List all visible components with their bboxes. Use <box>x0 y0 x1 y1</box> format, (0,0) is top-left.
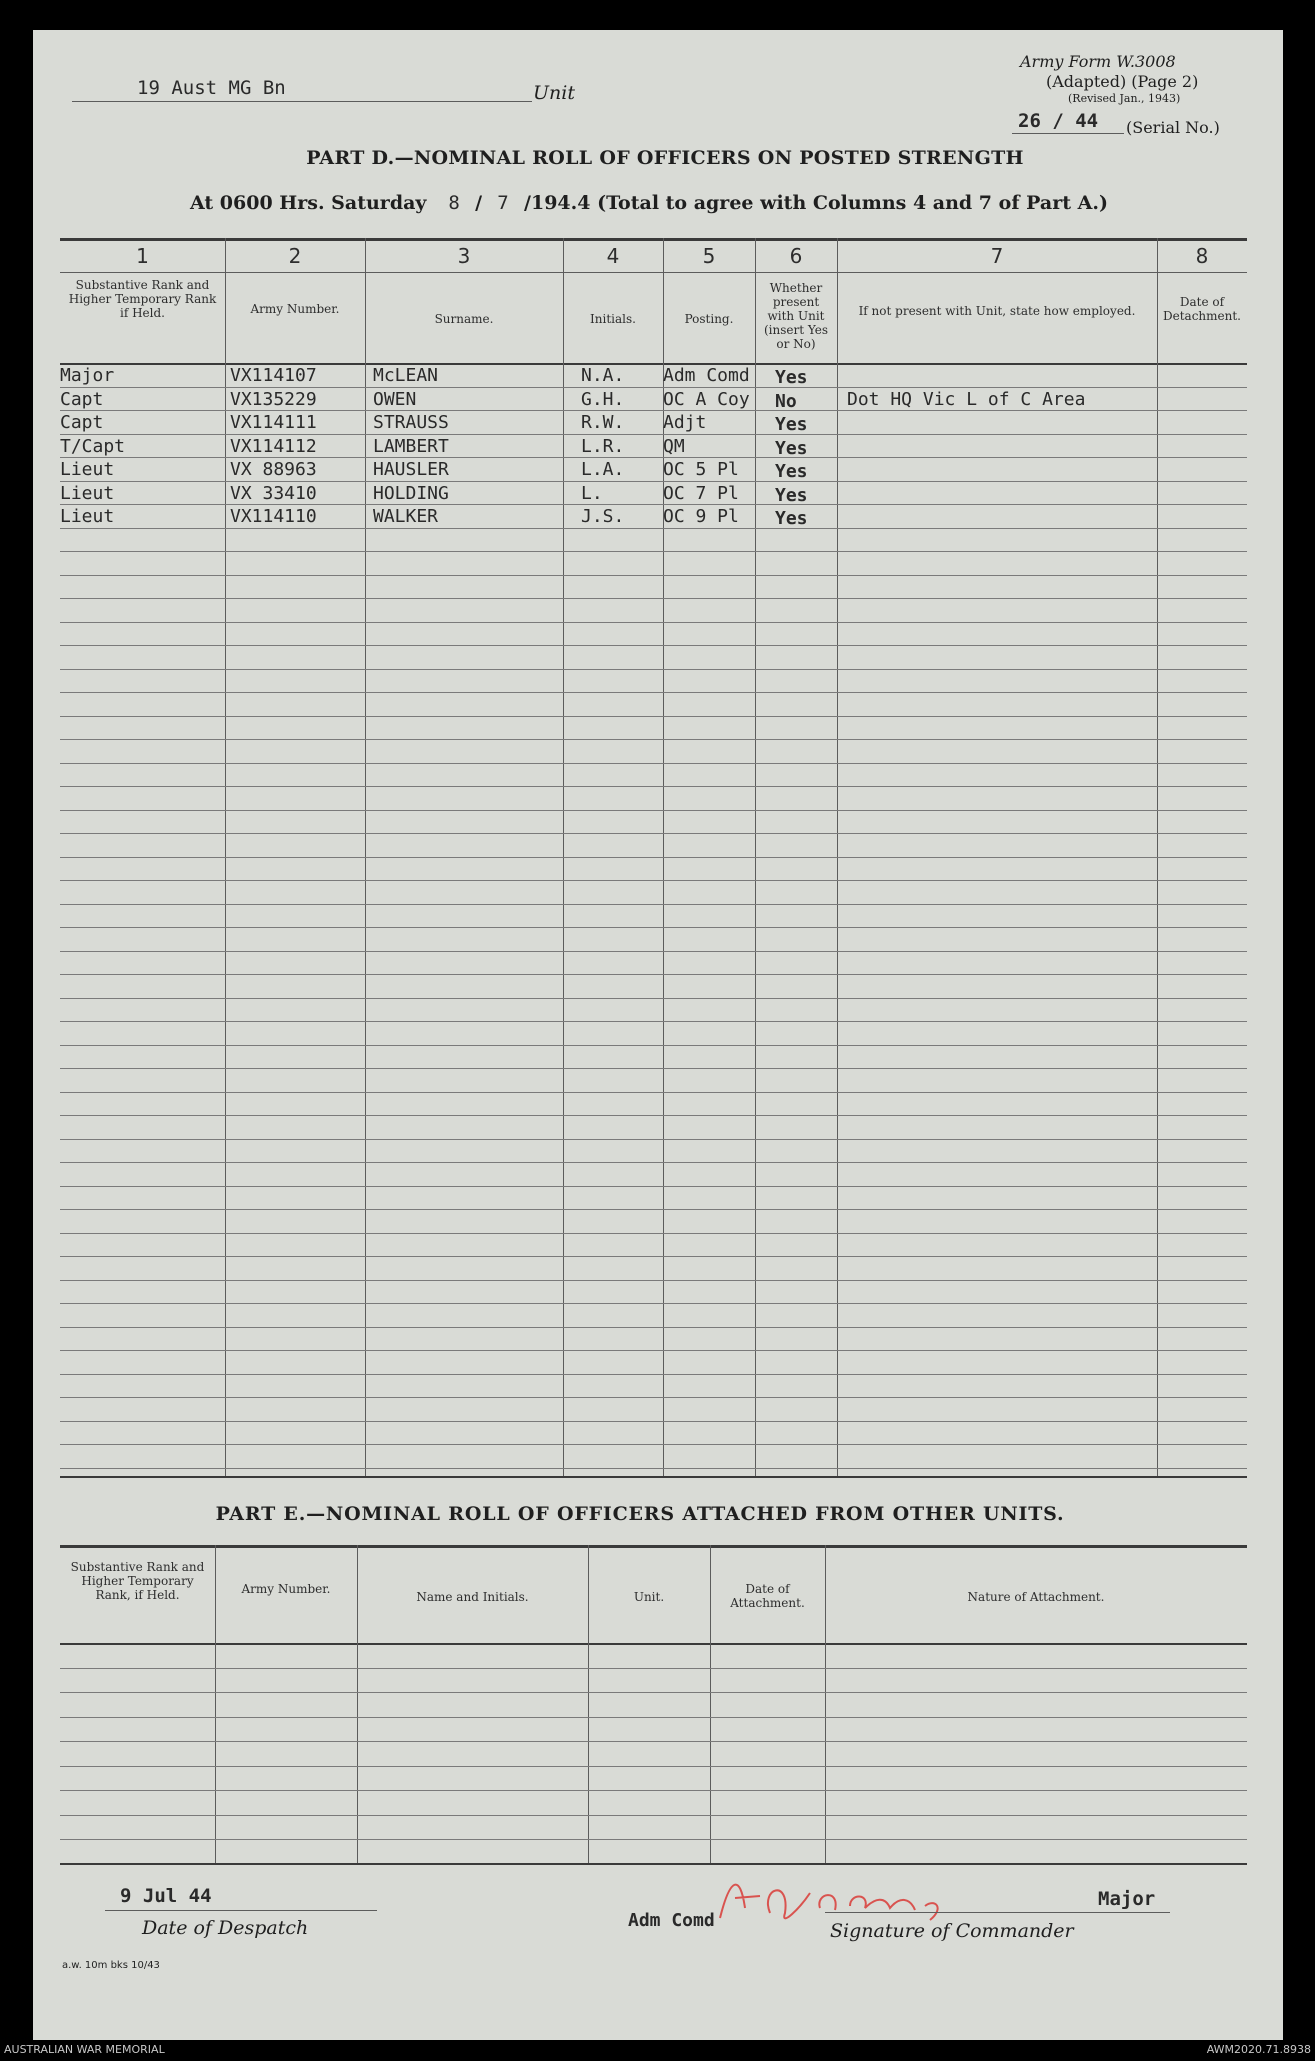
date-month: 7 <box>497 192 509 214</box>
table-cell-present: No <box>775 390 797 412</box>
part-d-row-rule <box>60 551 1247 552</box>
part-d-row-rule <box>60 1162 1247 1163</box>
unit-label: Unit <box>533 82 575 104</box>
part-d-row-rule <box>60 645 1247 646</box>
part-d-row-rule <box>60 1444 1247 1445</box>
date-suffix: (Total to agree with Columns 4 and 7 of Part A.) <box>597 192 1108 214</box>
appointment-stamp: Adm Comd <box>628 1910 715 1931</box>
despatch-label: Date of Despatch <box>142 1917 309 1939</box>
column-number-5: 5 <box>702 244 716 268</box>
part-d-row-rule <box>60 763 1247 764</box>
table-cell-present: Yes <box>775 484 808 506</box>
table-cell-number: VX114111 <box>230 412 317 433</box>
part-d-row-rule <box>60 669 1247 670</box>
part-d-row-rule <box>60 1256 1247 1257</box>
part-e-column-header-4: Unit. <box>633 1590 665 1604</box>
column-header-1: Substantive Rank and Higher Temporary Rank if Held. <box>68 278 217 320</box>
table-cell-number: VX114112 <box>230 435 317 457</box>
column-header-2: Army Number. <box>250 302 340 316</box>
table-cell-rank: T/Capt <box>60 435 126 457</box>
column-number-6: 6 <box>789 244 803 268</box>
column-number-8: 8 <box>1195 244 1209 268</box>
form-page <box>33 30 1283 2040</box>
table-cell-posting: Adm Comd <box>663 365 750 386</box>
column-number-4: 4 <box>606 244 620 268</box>
part-e-top-rule <box>60 1545 1247 1548</box>
commander-rank: Major <box>1098 1888 1156 1910</box>
table-cell-employed: Dot HQ Vic L of C Area <box>847 388 1086 410</box>
part-d-row-rule <box>60 1468 1247 1469</box>
part-d-row-rule <box>60 1092 1247 1093</box>
part-e-column-header-2: Army Number. <box>241 1582 331 1596</box>
part-e-column-header-1: Substantive Rank and Higher Temporary Rank, if Held. <box>70 1560 205 1602</box>
part-d-row-rule <box>60 1045 1247 1046</box>
part-d-row-rule <box>60 1421 1247 1422</box>
table-cell-surname: HOLDING <box>373 482 449 504</box>
part-d-row-rule <box>60 575 1247 576</box>
part-e-row-rule <box>60 1839 1247 1840</box>
table-cell-initials: J.S. <box>581 506 625 527</box>
part-d-date-line: At 0600 Hrs. Saturday 8 / 7 /194.4 (Total to agree with Columns 4 and 7 of Part A.) <box>190 192 1108 214</box>
table-cell-initials: L. <box>581 482 603 504</box>
part-d-row-rule <box>60 692 1247 693</box>
date-year: 194.4 <box>530 192 591 214</box>
part-d-row-rule <box>60 598 1247 599</box>
part-d-title: PART D.—NOMINAL ROLL OF OFFICERS ON POSTED STRENGTH <box>306 147 1024 169</box>
table-cell-surname: WALKER <box>373 506 439 527</box>
column-header-5: Posting. <box>684 312 734 326</box>
table-cell-present: Yes <box>775 461 808 482</box>
army-form-label: Army Form W.3008 <box>1020 52 1176 71</box>
adapted-label: (Adapted) (Page 2) <box>1046 72 1199 91</box>
table-cell-posting: OC 5 Pl <box>663 459 739 480</box>
part-d-row-rule <box>60 857 1247 858</box>
table-cell-posting: QM <box>663 435 685 457</box>
part-d-row-rule <box>60 1186 1247 1187</box>
table-cell-surname: HAUSLER <box>373 459 449 480</box>
part-d-row-rule <box>60 739 1247 740</box>
date-day: 8 <box>448 192 460 214</box>
part-d-row-rule <box>60 1374 1247 1375</box>
table-cell-present: Yes <box>775 508 808 529</box>
part-d-row-rule <box>60 1139 1247 1140</box>
part-e-row-rule <box>60 1815 1247 1816</box>
part-d-row-rule <box>60 1209 1247 1210</box>
table-cell-surname: STRAUSS <box>373 412 449 433</box>
part-e-row-rule <box>60 1717 1247 1718</box>
column-header-3: Surname. <box>434 312 494 326</box>
table-cell-initials: L.R. <box>581 435 625 457</box>
table-cell-number: VX114110 <box>230 506 317 527</box>
part-d-top-rule <box>60 238 1247 241</box>
table-cell-rank: Lieut <box>60 482 115 504</box>
table-cell-surname: McLEAN <box>373 365 439 386</box>
column-header-8: Date of Detachment. <box>1163 295 1241 323</box>
part-d-row-rule <box>60 833 1247 834</box>
part-d-row-rule <box>60 504 1247 505</box>
part-d-row-rule <box>60 1021 1247 1022</box>
part-d-row-rule <box>60 1350 1247 1351</box>
part-e-column-header-3: Name and Initials. <box>416 1590 529 1604</box>
table-cell-number: VX114107 <box>230 365 317 386</box>
part-e-bottom-rule <box>60 1863 1247 1865</box>
date-prefix: At 0600 Hrs. Saturday <box>190 192 427 214</box>
serial-label: (Serial No.) <box>1126 118 1220 137</box>
column-number-7: 7 <box>990 244 1004 268</box>
part-d-row-rule <box>60 716 1247 717</box>
part-d-row-rule <box>60 1233 1247 1234</box>
table-cell-posting: OC A Coy <box>663 388 750 410</box>
column-number-2: 2 <box>288 244 302 268</box>
table-cell-rank: Lieut <box>60 459 115 480</box>
table-cell-posting: Adjt <box>663 412 707 433</box>
part-d-row-rule <box>60 1327 1247 1328</box>
table-cell-number: VX135229 <box>230 388 317 410</box>
archive-left: AUSTRALIAN WAR MEMORIAL <box>4 2043 165 2056</box>
table-cell-present: Yes <box>775 367 808 388</box>
part-e-title: PART E.—NOMINAL ROLL OF OFFICERS ATTACHED FROM OTHER UNITS. <box>215 1503 1065 1525</box>
table-cell-surname: LAMBERT <box>373 435 449 457</box>
part-d-row-rule <box>60 1280 1247 1281</box>
column-number-3: 3 <box>457 244 471 268</box>
part-e-row-rule <box>60 1790 1247 1791</box>
serial-value: 26 / 44 <box>1018 110 1099 132</box>
print-code: a.w. 10m bks 10/43 <box>62 1960 160 1971</box>
part-d-bottom-rule <box>60 1476 1247 1478</box>
part-d-row-rule <box>60 457 1247 458</box>
part-e-row-rule <box>60 1741 1247 1742</box>
column-header-4: Initials. <box>590 312 636 326</box>
serial-line <box>1012 133 1124 134</box>
part-d-row-rule <box>60 786 1247 787</box>
part-d-row-rule <box>60 528 1247 529</box>
part-d-row-rule <box>60 904 1247 905</box>
table-cell-posting: OC 9 Pl <box>663 506 739 527</box>
despatch-line <box>105 1910 377 1911</box>
part-e-row-rule <box>60 1692 1247 1693</box>
part-d-row-rule <box>60 622 1247 623</box>
table-cell-posting: OC 7 Pl <box>663 482 739 504</box>
table-cell-rank: Capt <box>60 388 104 410</box>
part-d-row-rule <box>60 410 1247 411</box>
table-cell-initials: L.A. <box>581 459 625 480</box>
table-cell-present: Yes <box>775 414 808 435</box>
part-e-header-rule <box>60 1643 1247 1645</box>
table-cell-surname: OWEN <box>373 388 417 410</box>
part-d-row-rule <box>60 951 1247 952</box>
table-cell-number: VX 88963 <box>230 459 317 480</box>
part-d-row-rule <box>60 998 1247 999</box>
unit-value: 19 Aust MG Bn <box>137 77 286 99</box>
table-cell-initials: G.H. <box>581 388 625 410</box>
table-cell-initials: N.A. <box>581 365 625 386</box>
part-d-row-rule <box>60 974 1247 975</box>
part-d-row-rule <box>60 810 1247 811</box>
part-d-row-rule <box>60 1068 1247 1069</box>
part-d-row-rule <box>60 927 1247 928</box>
revised-label: (Revised Jan., 1943) <box>1068 92 1181 105</box>
column-number-1: 1 <box>136 244 149 268</box>
part-d-row-rule <box>60 1115 1247 1116</box>
part-d-row-rule <box>60 880 1247 881</box>
part-d-row-rule <box>60 1303 1247 1304</box>
table-cell-rank: Lieut <box>60 506 115 527</box>
unit-line <box>72 101 532 102</box>
table-cell-number: VX 33410 <box>230 482 317 504</box>
table-cell-rank: Capt <box>60 412 104 433</box>
table-cell-rank: Major <box>60 365 115 386</box>
part-d-number-rule <box>60 272 1247 273</box>
part-e-row-rule <box>60 1766 1247 1767</box>
column-header-6: Whether present with Unit (insert Yes or No) <box>763 281 829 351</box>
table-cell-present: Yes <box>775 437 808 459</box>
table-cell-initials: R.W. <box>581 412 625 433</box>
archive-right: AWM2020.71.8938 <box>1206 2043 1311 2056</box>
despatch-date-value: 9 Jul 44 <box>120 1885 212 1907</box>
signature-label: Signature of Commander <box>830 1920 1074 1942</box>
signature-line <box>825 1912 1170 1913</box>
part-d-row-rule <box>60 1397 1247 1398</box>
part-e-column-header-6: Nature of Attachment. <box>967 1590 1105 1604</box>
part-e-row-rule <box>60 1668 1247 1669</box>
part-e-column-header-5: Date of Attachment. <box>730 1582 805 1610</box>
column-header-7: If not present with Unit, state how employed. <box>858 304 1136 318</box>
